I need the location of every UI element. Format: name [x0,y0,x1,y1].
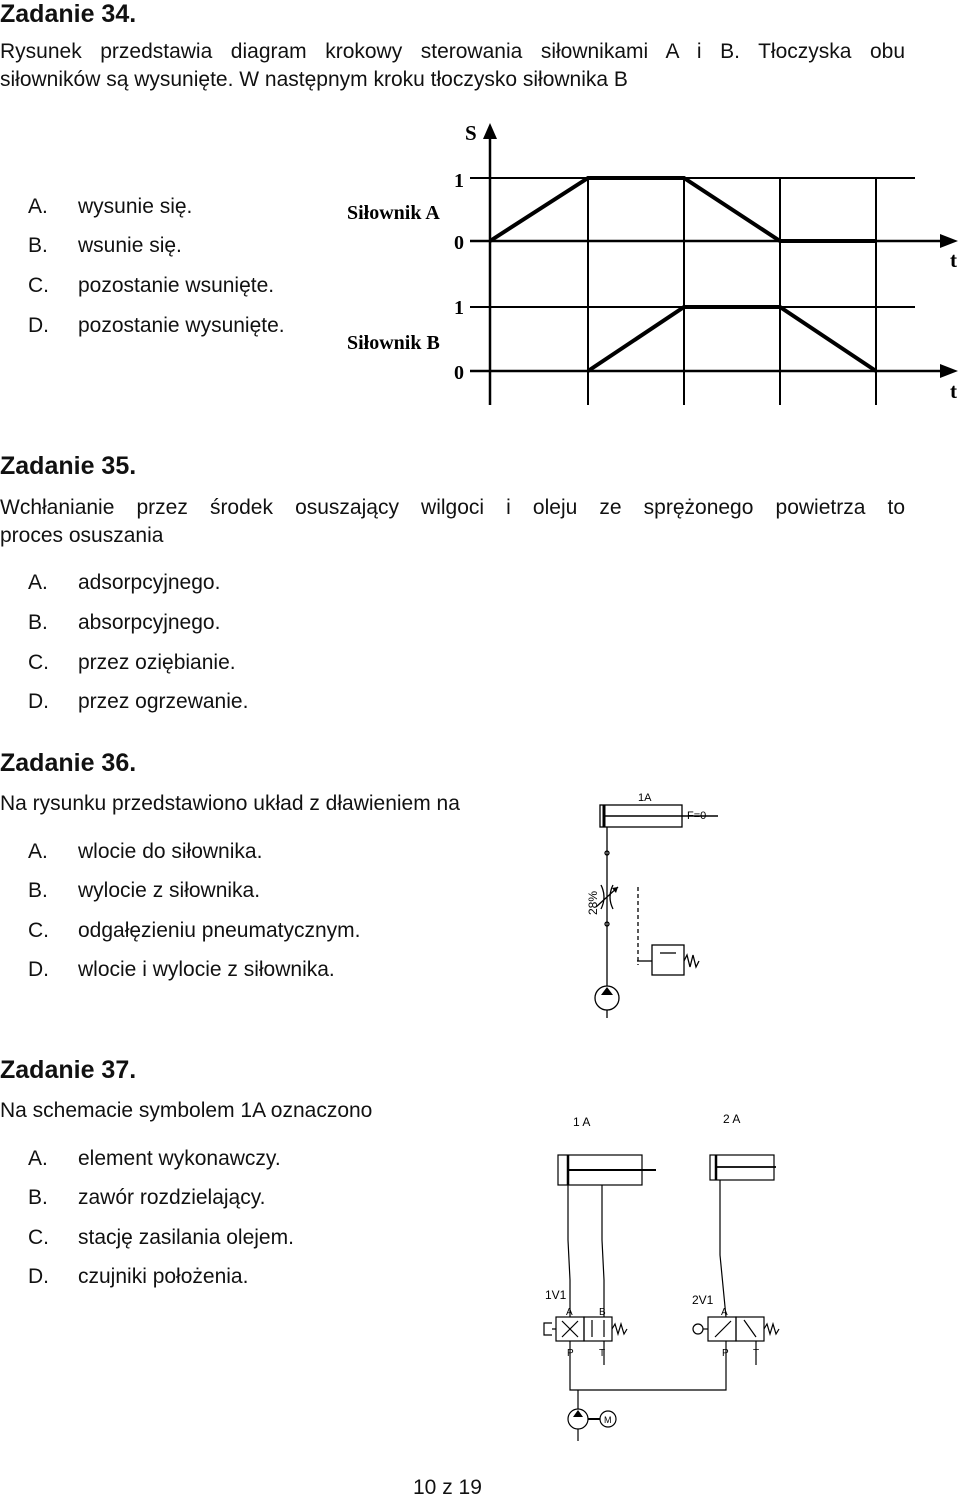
a-t-axis-arrow-icon [940,234,958,248]
b-one-label: 1 [454,297,464,319]
throttle-percent-label: 28% [586,890,600,915]
q37-text: Na schemacie symbolem 1A oznaczono [0,1099,373,1122]
b-zero-label: 0 [454,362,464,384]
supply-line [570,1365,726,1390]
q34-text [0,38,905,94]
valve-2v1-spring-icon [764,1324,779,1334]
line-1a-a [568,1185,570,1317]
s-axis-label: S [465,121,477,145]
valve-2v1-actuator-icon [693,1324,703,1334]
q34-text-line2: siłowników są wysunięte. W następnym kroku tłoczysko siłownika B [0,68,628,91]
q34-step-diagram [330,115,960,415]
q34-text-line1: Rysunek przedstawia diagram krokowy sterowania siłownikami A i B. Tłoczyska obu [0,40,905,63]
page-number: 10 z 19 [413,1476,482,1499]
q35-text-line2: proces osuszania [0,524,164,547]
a-t-label: t [950,248,957,272]
cylinder-1a-label: 1A [638,792,652,804]
q35-text-line1: Wchłanianie przez środek osuszający wilgoci i oleju ze sprężonego powietrza to [0,496,905,519]
pump-arrow-icon [601,987,613,995]
motor-label: M [604,1415,612,1425]
cylinder-1a-label: 1 A [573,1115,591,1129]
b-t-axis-arrow-icon [940,364,958,378]
q35-title: Zadanie 35. [0,452,137,480]
port-t2-label: T [753,1348,760,1359]
valve-2v1-flow-icon [715,1321,731,1337]
valve-1v1-label: 1V1 [545,1288,567,1302]
q36-text: Na rysunku przedstawiono układ z dławieniem na [0,792,460,815]
port-b1-label: B [599,1307,606,1318]
force-label: F=0 [687,810,707,822]
port-t1-label: T [599,1348,606,1359]
port-p2-label: P [722,1348,729,1359]
cylinder-2a-label: 2 A [723,1112,741,1126]
relief-valve-spring-icon [684,955,699,967]
pump-arrow-icon [573,1410,583,1417]
s-axis-arrow-icon [483,123,497,139]
valve-1v1-actuator-icon [544,1323,556,1335]
q37-hydraulic-schema [520,1105,785,1445]
q36-hydraulic-schema [570,785,730,1020]
valve-1v1-box-2 [584,1317,612,1341]
valve-2v1-label: 2V1 [692,1293,714,1307]
valve-2v1-box-1 [708,1317,736,1341]
port-p1-label: P [567,1348,574,1359]
a-one-label: 1 [454,170,464,192]
line-1a-b [602,1185,604,1317]
valve-1v1-spring-icon [612,1324,627,1334]
q34-title: Zadanie 34. [0,0,137,28]
port-a2-label: A [721,1307,728,1318]
relief-valve-body [652,945,684,975]
label-silownik-b: Siłownik B [347,332,440,354]
q36-title: Zadanie 36. [0,749,137,777]
q35-text [0,494,905,550]
b-trace [588,307,876,371]
a-zero-label: 0 [454,232,464,254]
label-silownik-a: Siłownik A [347,202,440,224]
port-a1-label: A [566,1307,573,1318]
line-2a-a [720,1180,726,1317]
b-t-label: t [950,379,957,403]
q37-title: Zadanie 37. [0,1056,137,1084]
valve-2v1-flow-icon [744,1320,756,1337]
